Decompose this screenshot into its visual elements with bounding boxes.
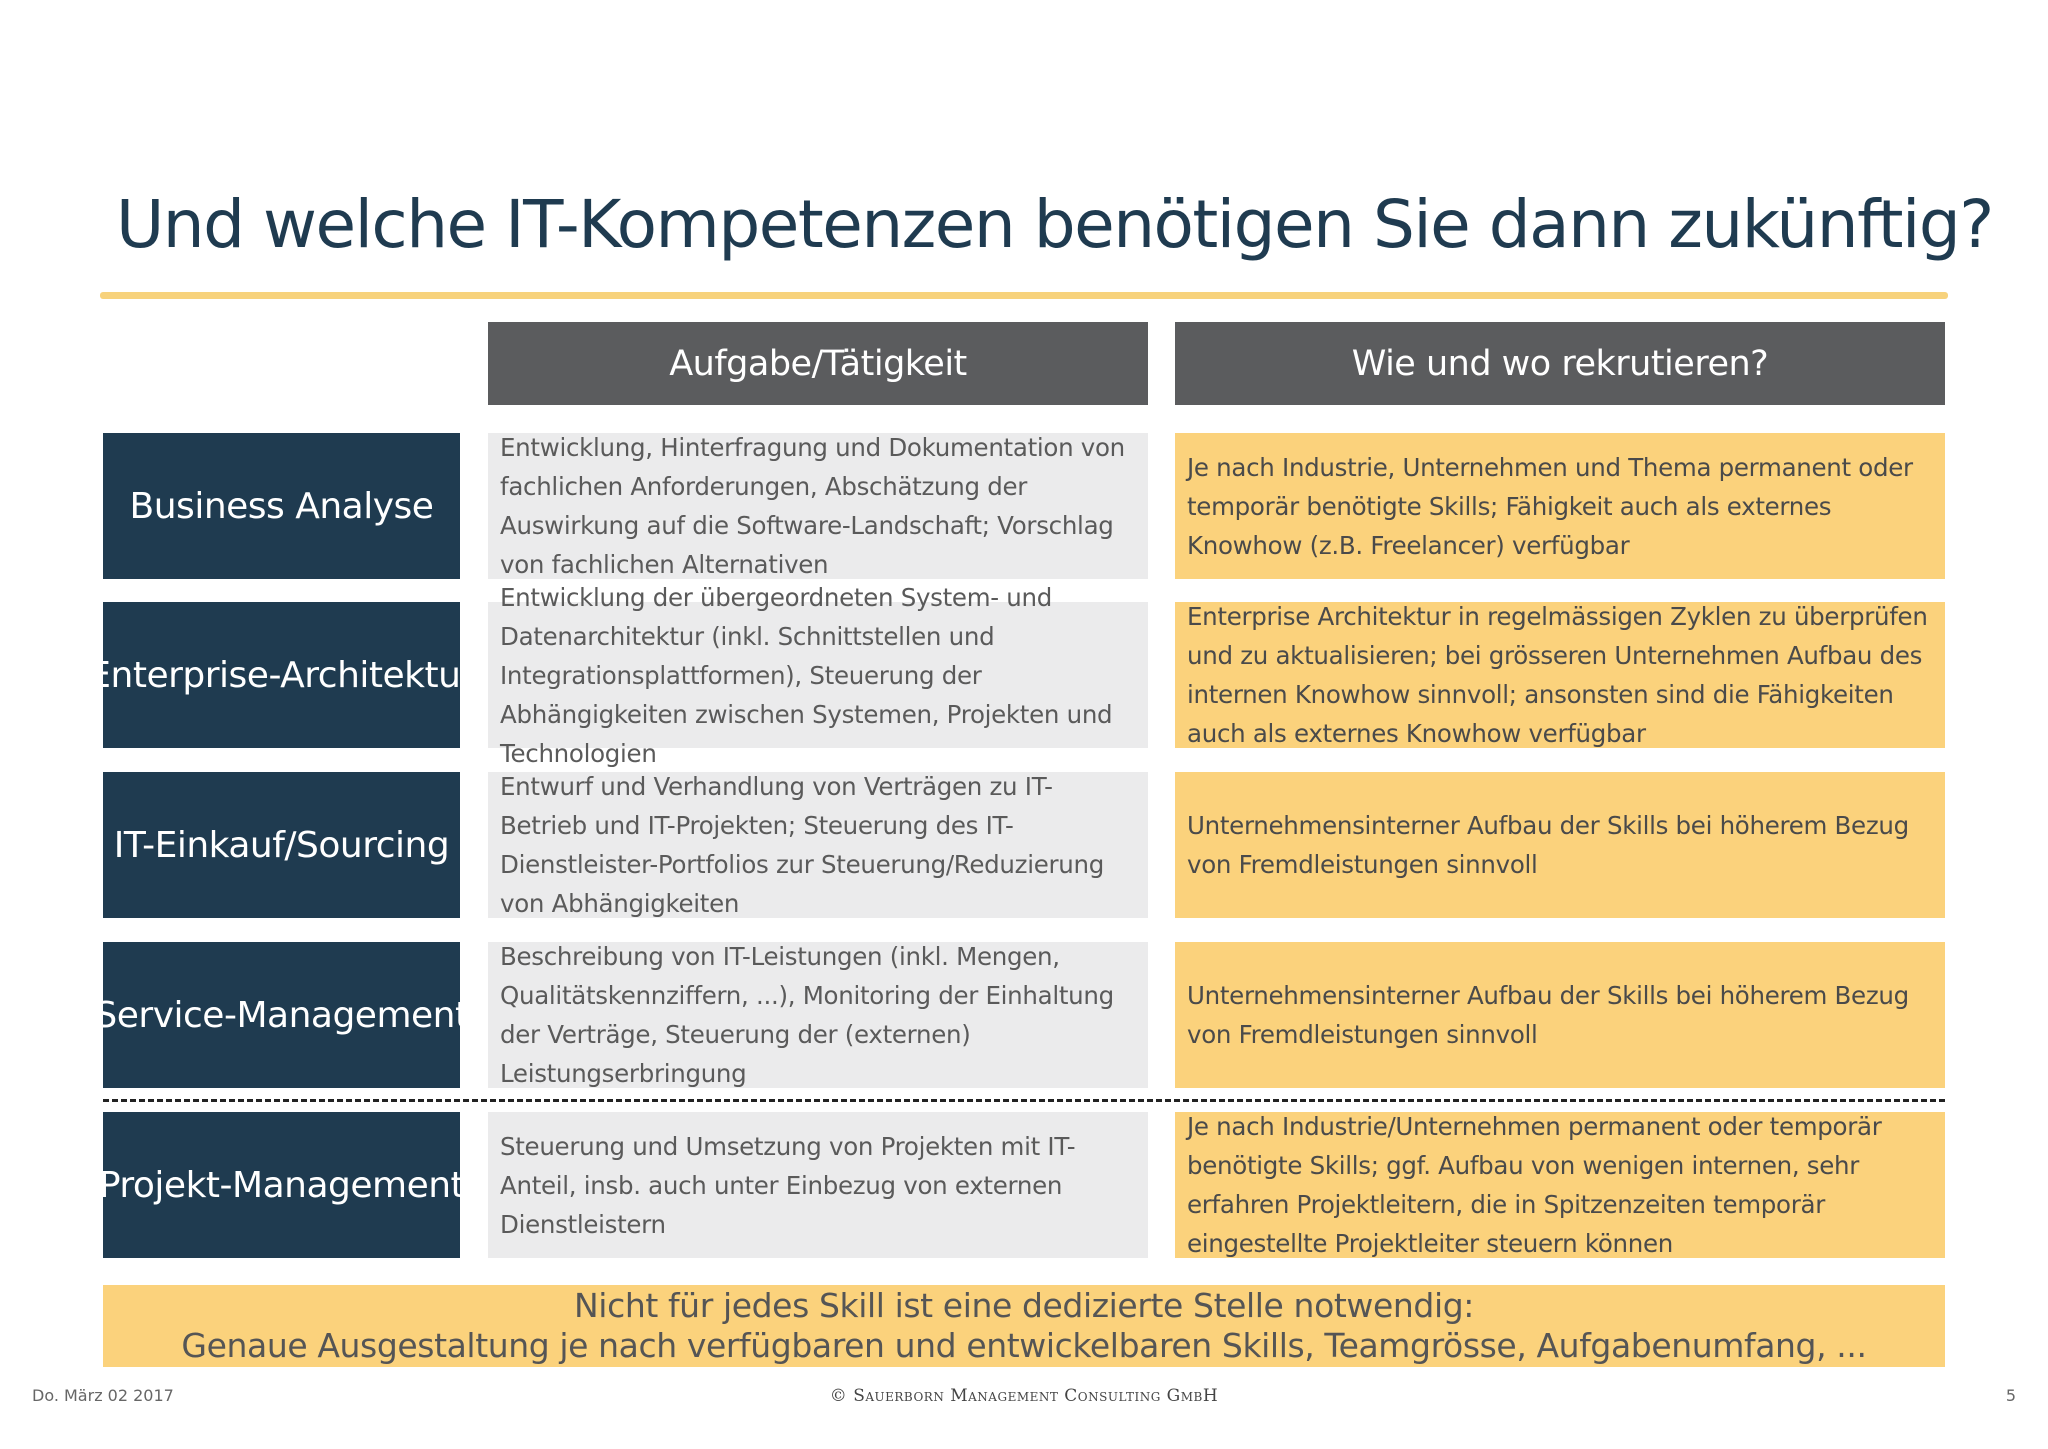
task-cell-service-management: Beschreibung von IT-Leistungen (inkl. Mengen, Qualitätskennziffern, ...), Monitoring der Einhaltung der Verträge, Steuerung der (externen) Leistungserbringung — [488, 942, 1148, 1088]
task-cell-enterprise-architektur: Entwicklung der übergeordneten System- und Datenarchitektur (inkl. Schnittstellen und Integrationsplattformen), Steuerung der Abhängigkeiten zwischen Systemen, Projekten und Technologien — [488, 602, 1148, 748]
page-number: 5 — [2005, 1386, 2016, 1405]
task-cell-projekt-management: Steuerung und Umsetzung von Projekten mit IT-Anteil, insb. auch unter Einbezug von externen Dienstleistern — [488, 1112, 1148, 1258]
recruit-cell-service-management: Unternehmensinterner Aufbau der Skills bei höherem Bezug von Fremdleistungen sinnvoll — [1175, 942, 1945, 1088]
recruit-cell-projekt-management: Je nach Industrie/Unternehmen permanent oder temporär benötigte Skills; ggf. Aufbau von wenigen internen, sehr erfahren Projektleitern, die in Spitzenzeiten temporär eingestellte Projektleiter steuern können — [1175, 1112, 1945, 1258]
title-underline — [100, 292, 1948, 299]
task-cell-business-analyse: Entwicklung, Hinterfragung und Dokumentation von fachlichen Anforderungen, Abschätzung der Auswirkung auf die Software-Landschaft; Vorschlag von fachlichen Alternativen — [488, 433, 1148, 579]
row-label-service-management: Service-Management — [103, 942, 460, 1088]
recruit-cell-business-analyse: Je nach Industrie, Unternehmen und Thema permanent oder temporär benötigte Skills; Fähigkeit auch als externes Knowhow (z.B. Freelancer) verfügbar — [1175, 433, 1945, 579]
recruit-cell-it-einkauf: Unternehmensinterner Aufbau der Skills bei höherem Bezug von Fremdleistungen sinnvoll — [1175, 772, 1945, 918]
summary-line-1: Nicht für jedes Skill ist eine dedizierte Stelle notwendig: — [574, 1286, 1474, 1325]
row-label-business-analyse: Business Analyse — [103, 433, 460, 579]
summary-banner — [103, 1285, 1945, 1367]
recruit-cell-enterprise-architektur: Enterprise Architektur in regelmässigen Zyklen zu überprüfen und zu aktualisieren; bei grösseren Unternehmen Aufbau des internen Knowhow sinnvoll; ansonsten sind die Fähigkeiten auch als externes Knowhow verfügbar — [1175, 602, 1945, 748]
dashed-separator — [103, 1099, 1945, 1102]
summary-line-2: Genaue Ausgestaltung je nach verfügbaren und entwickelbaren Skills, Teamgrösse, Aufgabenumfang, ... — [181, 1326, 1867, 1365]
column-header-task: Aufgabe/Tätigkeit — [488, 322, 1148, 405]
page-title: Und welche IT-Kompetenzen benötigen Sie dann zukünftig? — [116, 186, 1993, 263]
row-label-projekt-management: Projekt-Management — [103, 1112, 460, 1258]
row-label-enterprise-architektur: Enterprise-Architektur — [103, 602, 460, 748]
task-cell-it-einkauf: Entwurf und Verhandlung von Verträgen zu IT-Betrieb und IT-Projekten; Steuerung des IT-Dienstleister-Portfolios zur Steuerung/Reduzierung von Abhängigkeiten — [488, 772, 1148, 918]
column-header-recruit: Wie und wo rekrutieren? — [1175, 322, 1945, 405]
footer-date: Do. März 02 2017 — [32, 1386, 174, 1405]
footer-copyright: © Sauerborn Management Consulting GmbH — [829, 1386, 1219, 1406]
row-label-it-einkauf: IT-Einkauf/Sourcing — [103, 772, 460, 918]
